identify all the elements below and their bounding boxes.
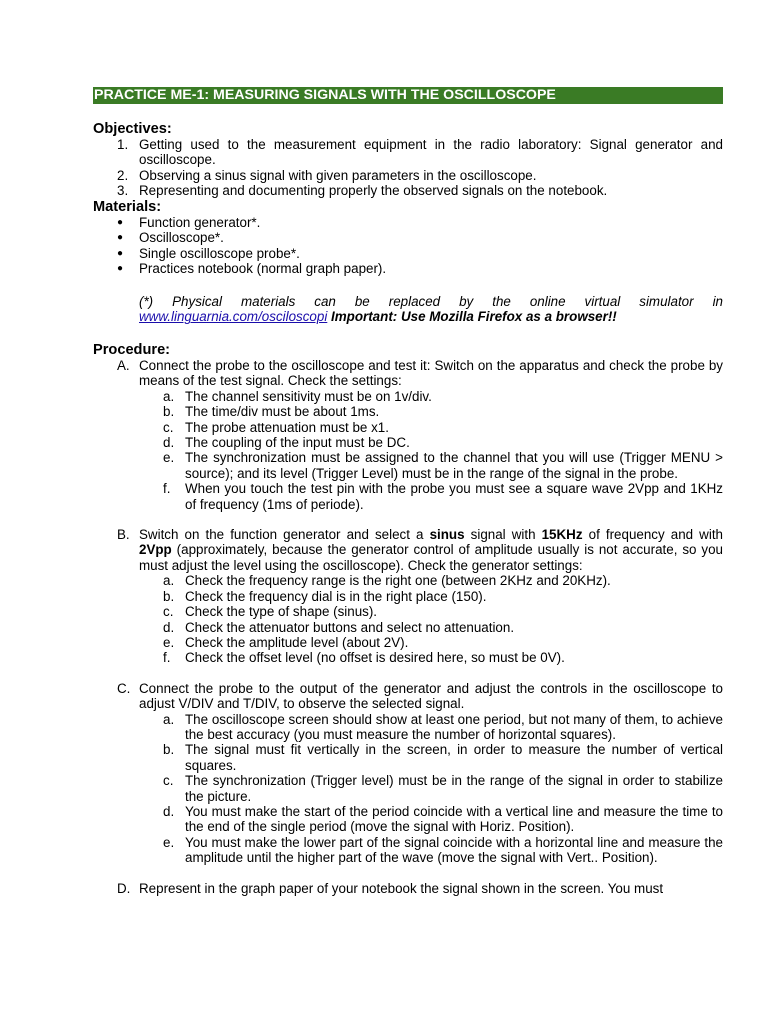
- bold-run: sinus: [429, 527, 465, 543]
- item-text: The channel sensitivity must be on 1v/div.: [185, 388, 432, 404]
- item-number: b.: [163, 742, 175, 758]
- list-item: [93, 420, 723, 435]
- procedure-heading: Procedure:: [93, 342, 171, 358]
- item-number: c.: [163, 604, 174, 620]
- list-item: [93, 168, 723, 183]
- list-item: [93, 573, 723, 588]
- text-run: Switch on the function generator and select a: [139, 527, 430, 543]
- objectives-heading: Objectives:: [93, 121, 172, 137]
- step-letter: A.: [117, 358, 130, 373]
- list-item: [93, 635, 723, 650]
- materials-note: [139, 294, 723, 325]
- item-text: You must make the lower part of the signal coincide with a horizontal line and measure the amplitude until the higher part of the wave (move the signal with Vert.. Position).: [185, 834, 723, 866]
- bullet-icon: ●: [117, 247, 124, 259]
- materials-heading: Materials:: [93, 199, 162, 215]
- item-text: Function generator*.: [139, 215, 261, 230]
- bullet-icon: ●: [117, 263, 124, 275]
- item-text: Check the amplitude level (about 2V).: [185, 634, 409, 650]
- list-item: [93, 650, 723, 665]
- step-text: Connect the probe to the oscilloscope and test it: Switch on the apparatus and check the probe by means of the test signal. Check the settings:: [139, 358, 723, 389]
- item-text: Check the frequency dial is in the right place (150).: [185, 588, 487, 604]
- item-number: a.: [163, 573, 175, 589]
- list-item: [93, 773, 723, 804]
- item-number: 2.: [117, 167, 129, 183]
- item-text: The signal must fit vertically in the screen, in order to measure the number of vertical squares.: [185, 742, 723, 773]
- item-number: b.: [163, 404, 175, 420]
- text-run: (approximately, because the generator control of amplitude usually is not accurate, so you must adjust the level using the oscilloscope). Check the generator settings:: [139, 542, 723, 573]
- item-number: 3.: [117, 183, 129, 199]
- objectives-section: [93, 121, 723, 199]
- list-item: [93, 215, 723, 230]
- list-item: [93, 389, 723, 404]
- procedure-step-c: [93, 681, 723, 712]
- list-item: [93, 604, 723, 619]
- item-text: The probe attenuation must be x1.: [185, 419, 389, 435]
- procedure-step-d: [93, 881, 723, 896]
- item-number: c.: [163, 419, 174, 435]
- item-number: d.: [163, 619, 175, 635]
- item-number: c.: [163, 773, 174, 789]
- step-text: [139, 527, 723, 573]
- item-number: 1.: [117, 137, 129, 152]
- materials-section: [93, 199, 723, 277]
- bold-run: 15KHz: [541, 527, 583, 543]
- list-item: [93, 230, 723, 245]
- note-text: (*) Physical materials can be replaced by the online virtual simulator in: [139, 294, 723, 309]
- list-item: [93, 137, 723, 168]
- item-text: Single oscilloscope probe*.: [139, 245, 300, 261]
- item-text: Getting used to the measurement equipment in the radio laboratory: Signal generator and oscilloscope.: [139, 137, 723, 168]
- list-item: [93, 712, 723, 743]
- item-number: f.: [163, 481, 171, 497]
- procedure-step-a: [93, 358, 723, 389]
- note-important: Important: Use Mozilla Firefox as a browser!!: [331, 309, 617, 325]
- bullet-icon: ●: [117, 217, 124, 228]
- list-item: [93, 804, 723, 835]
- item-text: The coupling of the input must be DC.: [185, 435, 410, 451]
- item-text: Observing a sinus signal with given parameters in the oscilloscope.: [139, 167, 537, 183]
- list-item: [93, 742, 723, 773]
- simulator-link[interactable]: www.linguarnia.com/osciloscopi: [139, 309, 328, 325]
- item-number: a.: [163, 388, 175, 404]
- procedure-step-b: [93, 527, 723, 573]
- item-number: e.: [163, 834, 175, 850]
- text-run: of frequency and with: [582, 527, 723, 543]
- list-item: [93, 835, 723, 866]
- item-text: Check the attenuator buttons and select no attenuation.: [185, 619, 515, 635]
- item-number: e.: [163, 450, 175, 466]
- item-number: d.: [163, 803, 175, 819]
- item-number: a.: [163, 711, 175, 727]
- item-text: Check the offset level (no offset is desired here, so must be 0V).: [185, 650, 565, 666]
- page-title: PRACTICE ME-1: MEASURING SIGNALS WITH THE OSCILLOSCOPE: [93, 87, 723, 104]
- list-item: [93, 450, 723, 481]
- item-text: Check the frequency range is the right one (between 2KHz and 20KHz).: [185, 573, 611, 589]
- list-item: [93, 261, 723, 276]
- item-number: f.: [163, 650, 171, 666]
- step-text: Represent in the graph paper of your notebook the signal shown in the screen. You must: [139, 880, 664, 896]
- item-text: The synchronization must be assigned to the channel that you will use (Trigger MENU > source); and its level (Trigger Level) must be in the range of the signal in the probe.: [185, 450, 723, 481]
- item-text: When you touch the test pin with the probe you must see a square wave 2Vpp and 1KHz of frequency (1ms of periode).: [185, 481, 723, 512]
- item-text: You must make the start of the period coincide with a vertical line and measure the time to the end of the single period (move the signal with Horiz. Position).: [185, 803, 723, 835]
- item-text: Practices notebook (normal graph paper).: [139, 261, 387, 277]
- item-text: Representing and documenting properly the observed signals on the notebook.: [139, 183, 608, 199]
- list-item: [93, 183, 723, 198]
- item-text: The synchronization (Trigger level) must be in the range of the signal in order to stabilize the picture.: [185, 773, 723, 804]
- list-item: [93, 435, 723, 450]
- item-number: b.: [163, 588, 175, 604]
- list-item: [93, 589, 723, 604]
- procedure-section: [93, 342, 723, 896]
- list-item: [93, 404, 723, 419]
- text-run: signal with: [464, 527, 542, 543]
- list-item: [93, 481, 723, 512]
- item-text: The time/div must be about 1ms.: [185, 404, 380, 420]
- bullet-icon: ●: [117, 232, 124, 244]
- list-item: [93, 246, 723, 261]
- item-text: Check the type of shape (sinus).: [185, 604, 378, 620]
- list-item: [93, 620, 723, 635]
- item-text: Oscilloscope*.: [139, 230, 224, 246]
- step-letter: B.: [117, 527, 130, 543]
- step-letter: D.: [117, 880, 131, 896]
- item-text: The oscilloscope screen should show at least one period, but not many of them, to achieve the best accuracy (you must measure the number of horizontal squares).: [185, 711, 723, 742]
- item-number: d.: [163, 435, 175, 451]
- step-letter: C.: [117, 680, 131, 696]
- item-number: e.: [163, 634, 175, 650]
- step-text: Connect the probe to the output of the generator and adjust the controls in the oscilloscope to adjust V/DIV and T/DIV, to observe the selected signal.: [139, 680, 723, 712]
- bold-run: 2Vpp: [139, 542, 172, 558]
